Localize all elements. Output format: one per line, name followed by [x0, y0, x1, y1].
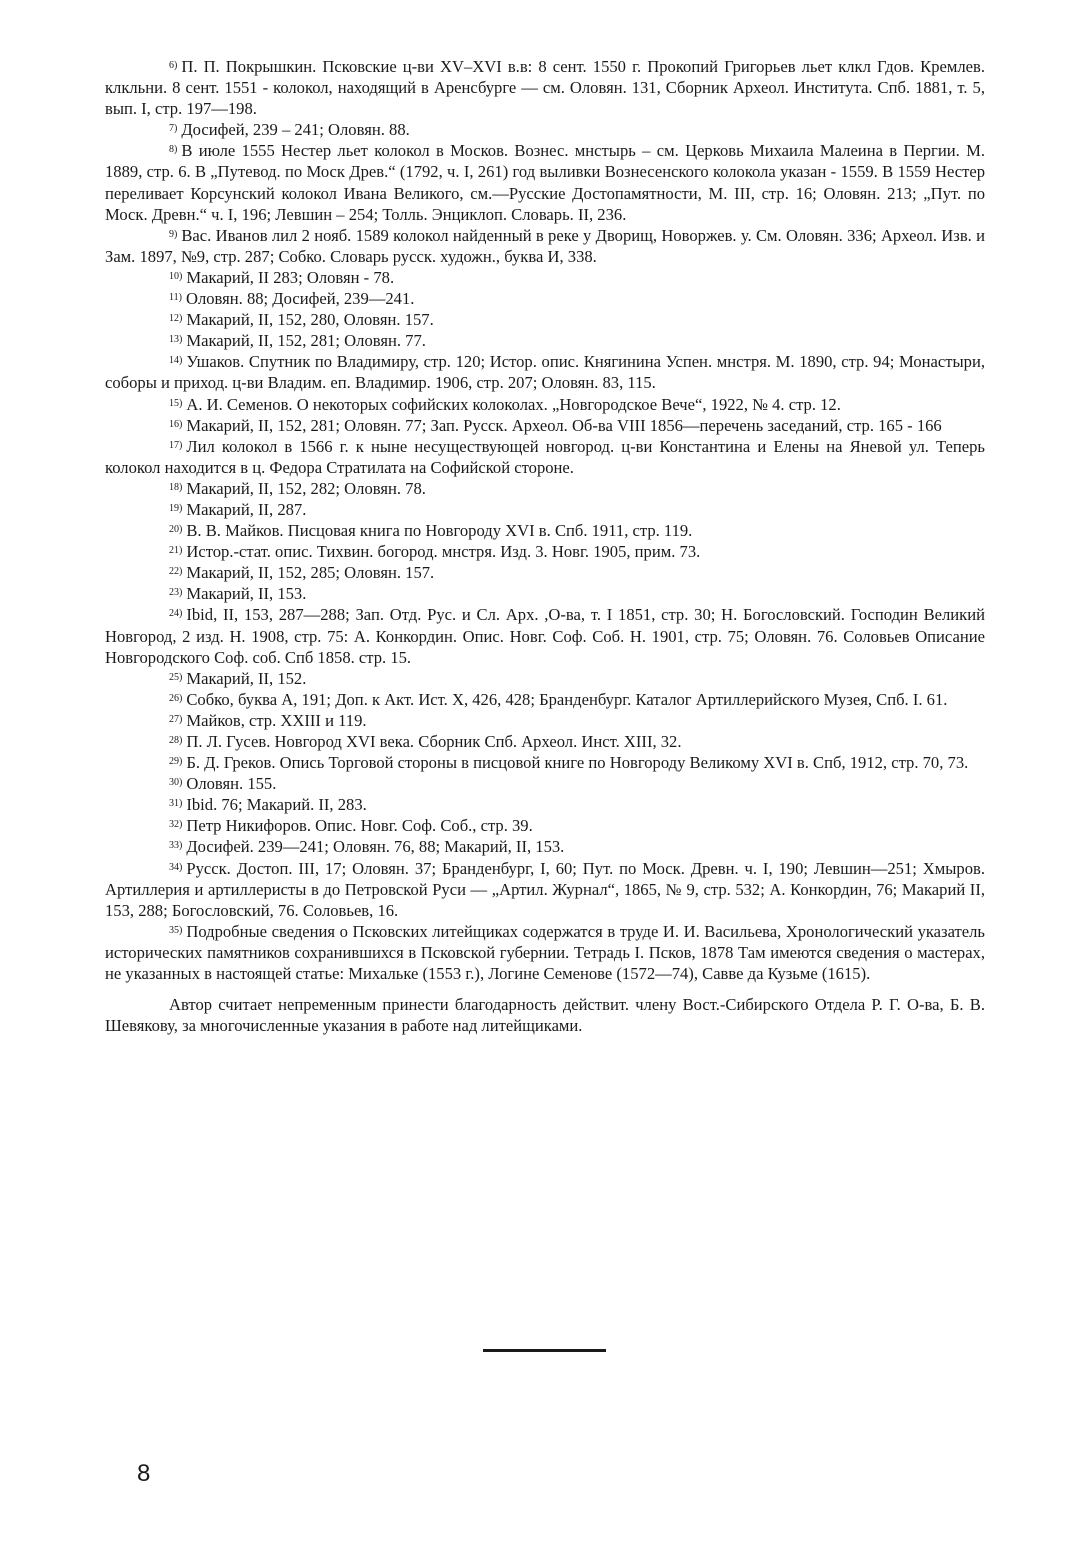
footnote-number: 17): [169, 439, 183, 451]
footnote-number: 15): [169, 397, 183, 409]
footnote-number: 14): [169, 355, 183, 367]
footnote-number: 13): [169, 334, 183, 346]
footnote-number: 18): [169, 481, 183, 493]
footnote-text: Досифей. 239—241; Оловян. 76, 88; Макарий, II, 153.: [186, 837, 565, 857]
footnote-number: 29): [169, 756, 183, 768]
footnote-18: [105, 478, 985, 499]
footnote-32: [105, 815, 985, 836]
footnote-number: 19): [169, 502, 183, 514]
footnote-number: 23): [169, 587, 183, 599]
footnote-number: 10): [169, 270, 183, 282]
footnote-number: 34): [169, 861, 183, 873]
footnote-17: [105, 436, 985, 478]
footnote-23: [105, 583, 985, 604]
footnote-number: 25): [169, 671, 183, 683]
footnote-text: В. В. Майков. Писцовая книга по Новгороду XVI в. Спб. 1911, стр. 119.: [186, 521, 693, 541]
footnote-30: [105, 773, 985, 794]
footnote-number: 6): [169, 60, 178, 71]
footnote-text: Макарий, II, 152, 281; Оловян. 77; Зап. Русск. Археол. Об-ва VIII 1856—перечень заседаний, стр. 165 - 166: [186, 415, 942, 435]
footnote-text: Русск. Достоп. III, 17; Оловян. 37; Бранденбург, I, 60; Пут. по Моск. Древн. ч. I, 190; Левшин—251; Хмыров. Артиллерия и артиллеристы в до Петровской Руси — „Артил. Журнал“, 1865, № 9, стр. 532; А. Конкордин, 76; Макарий II, 153, 288; Богословский, 76. Соловьев, 16.: [105, 858, 985, 920]
footnote-26: [105, 689, 985, 710]
page-body: [105, 56, 985, 1036]
footnote-number: 16): [169, 418, 183, 430]
footnote-text: Б. Д. Греков. Опись Торговой стороны в писцовой книге по Новгороду Великому XVI в. Спб, 1912, стр. 70, 73.: [186, 753, 969, 773]
footnote-text: Истор.-стат. опис. Тихвин. богород. мнстря. Изд. 3. Новг. 1905, прим. 73.: [186, 542, 701, 562]
footnote-text: Собко, буква А, 191; Доп. к Акт. Ист. X, 426, 428; Бранденбург. Каталог Артиллерийского Музея, Спб. I. 61.: [186, 689, 948, 709]
footnote-15: [105, 394, 985, 415]
footnote-22: [105, 562, 985, 583]
footnote-text: Макарий, II, 152, 285; Оловян. 157.: [186, 563, 435, 583]
footnote-33: [105, 836, 985, 857]
footnote-text: Оловян. 88; Досифей, 239—241.: [185, 289, 415, 309]
footnote-10: [105, 267, 985, 288]
footnote-number: 26): [169, 692, 183, 704]
footnote-21: [105, 541, 985, 562]
footnote-text: Макарий, II, 287.: [186, 499, 307, 519]
footnote-text: П. П. Покрышкин. Псковские ц-ви XV–XVI в.в: 8 сент. 1550 г. Прокопий Григорьев льет клкл Гдов. Кремлев. клкльни. 8 сент. 1551 - колокол, находящий в Аренсбурге — см. Оловян. 131, Сборник Археол. Института. Спб. 1881, т. 5, вып. I, стр. 197—198.: [105, 57, 985, 119]
footnote-9: [105, 225, 985, 267]
footnote-text: Петр Никифоров. Опис. Новг. Соф. Соб., стр. 39.: [186, 816, 533, 836]
footnote-29: [105, 752, 985, 773]
footnote-text: Досифей, 239 – 241; Оловян. 88.: [181, 120, 410, 140]
footnote-text: В июле 1555 Нестер льет колокол в Москов. Вознес. мнстырь – см. Церковь Михаила Малеина в Пергии. М. 1889, стр. 6. В „Путевод. по Моск Древ.“ (1792, ч. I, 261) год выливки Вознесенского колокола указан - 1559. В 1559 Нестер переливает Корсунский колокол Ивана Великого, см.—Русские Достопамятности, М. III, стр. 16; Оловян. 213; „Пут. по Моск. Древн.“ ч. I, 196; Левшин – 254; Толль. Энциклоп. Словарь. II, 236.: [105, 141, 985, 224]
footnote-text: П. Л. Гусев. Новгород XVI века. Сборник Спб. Археол. Инст. XIII, 32.: [186, 732, 682, 751]
footnote-number: 35): [169, 924, 183, 936]
footnote-text: Макарий, II, 152, 281; Оловян. 77.: [186, 331, 426, 351]
footnote-text: Макарий, II 283; Оловян - 78.: [186, 267, 395, 287]
footnote-35: [105, 921, 985, 984]
footnote-19: [105, 499, 985, 520]
footnote-text: Макарий, II, 153.: [186, 584, 307, 604]
footnote-number: 20): [169, 524, 183, 536]
footnote-text: Лил колокол в 1566 г. к ныне несуществующей новгород. ц-ви Константина и Елены на Яневой ул. Теперь колокол находится в ц. Федора Стратилата на Софийской стороне.: [105, 436, 985, 477]
footnote-number: 27): [169, 713, 183, 725]
footnote-31: [105, 794, 985, 815]
footnote-number: 31): [169, 798, 183, 810]
footnote-number: 28): [169, 735, 183, 746]
footnote-text: Ibid, II, 153, 287—288; Зап. Отд. Рус. и Сл. Арх. ,О-ва, т. I 1851, стр. 30; Н. Богословский. Господин Великий Новгород, 2 изд. Н. 1908, стр. 75: А. Конкордин. Опис. Новг. Соф. Соб. Н. 1901, стр. 75; Оловян. 76. Соловьев Описание Новгородского Соф. соб. Спб 1858. стр. 15.: [105, 605, 985, 667]
closing-divider: [483, 1349, 606, 1352]
footnote-text: Макарий, II, 152, 282; Оловян. 78.: [186, 478, 426, 498]
footnote-text: Ibid. 76; Макарий. II, 283.: [186, 795, 367, 815]
footnote-14: [105, 351, 985, 393]
footnote-7: [105, 119, 985, 140]
footnote-number: 12): [169, 313, 183, 325]
footnote-8: [105, 140, 985, 224]
footnote-20: [105, 520, 985, 541]
footnote-25: [105, 668, 985, 689]
footnotes-list: [105, 56, 985, 984]
footnote-24: [105, 604, 985, 667]
footnote-text: Макарий, II, 152, 280, Оловян. 157.: [186, 310, 434, 330]
footnote-number: 8): [169, 144, 178, 156]
footnote-12: [105, 309, 985, 330]
footnote-text: Ушаков. Спутник по Владимиру, стр. 120; Истор. опис. Княгинина Успен. мнстря. М. 1890, стр. 94; Монастыри, соборы и приход. ц-ви Владим. еп. Владимир. 1906, стр. 207; Оловян. 83, 115.: [105, 352, 985, 393]
footnote-number: 7): [169, 123, 178, 135]
footnote-16: [105, 415, 985, 436]
footnote-text: Оловян. 155.: [186, 774, 277, 794]
footnote-text: Макарий, II, 152.: [186, 668, 307, 688]
footnote-text: Майков, стр. XXIII и 119.: [186, 710, 367, 730]
footnote-number: 21): [169, 545, 183, 557]
footnote-28: [105, 731, 985, 752]
footnote-number: 22): [169, 566, 183, 578]
acknowledgement-paragraph: Автор считает непременным принести благодарность действит. члену Вост.-Сибирского Отдела Р. Г. О-ва, Б. В. Шевякову, за многочисленные указания в работе над литейщиками.: [105, 995, 985, 1036]
footnote-13: [105, 330, 985, 351]
footnote-34: [105, 858, 985, 921]
footnote-text: Подробные сведения о Псковских литейщиках содержатся в труде И. И. Васильева, Хронологический указатель исторических памятников сохранившихся в Псковской губернии. Тетрадь I. Псков, 1878 Там имеются сведения о мастерах, не указанных в настоящей статье: Михальке (1553 г.), Логине Семенове (1572—74), Савве да Кузьме (1615).: [105, 921, 985, 984]
footnote-6: [105, 56, 985, 119]
footnote-text: А. И. Семенов. О некоторых софийских колоколах. „Новгородское Вече“, 1922, № 4. стр. 12.: [186, 394, 841, 414]
footnote-number: 24): [169, 608, 183, 620]
footnote-11: [105, 288, 985, 309]
footnote-number: 30): [169, 777, 183, 789]
footnote-number: 11): [169, 292, 182, 304]
footnote-number: 32): [169, 819, 183, 831]
page-number: 8: [137, 1460, 151, 1487]
footnote-number: 33): [169, 840, 183, 852]
footnote-text: Вас. Иванов лил 2 нояб. 1589 колокол найденный в реке у Дворищ, Новоржев. у. См. Оловян. 336; Археол. Изв. и Зам. 1897, №9, стр. 287; Собко. Словарь русск. художн., буква И, 338.: [105, 225, 985, 266]
footnote-number: 9): [169, 228, 178, 240]
footnote-27: [105, 710, 985, 731]
